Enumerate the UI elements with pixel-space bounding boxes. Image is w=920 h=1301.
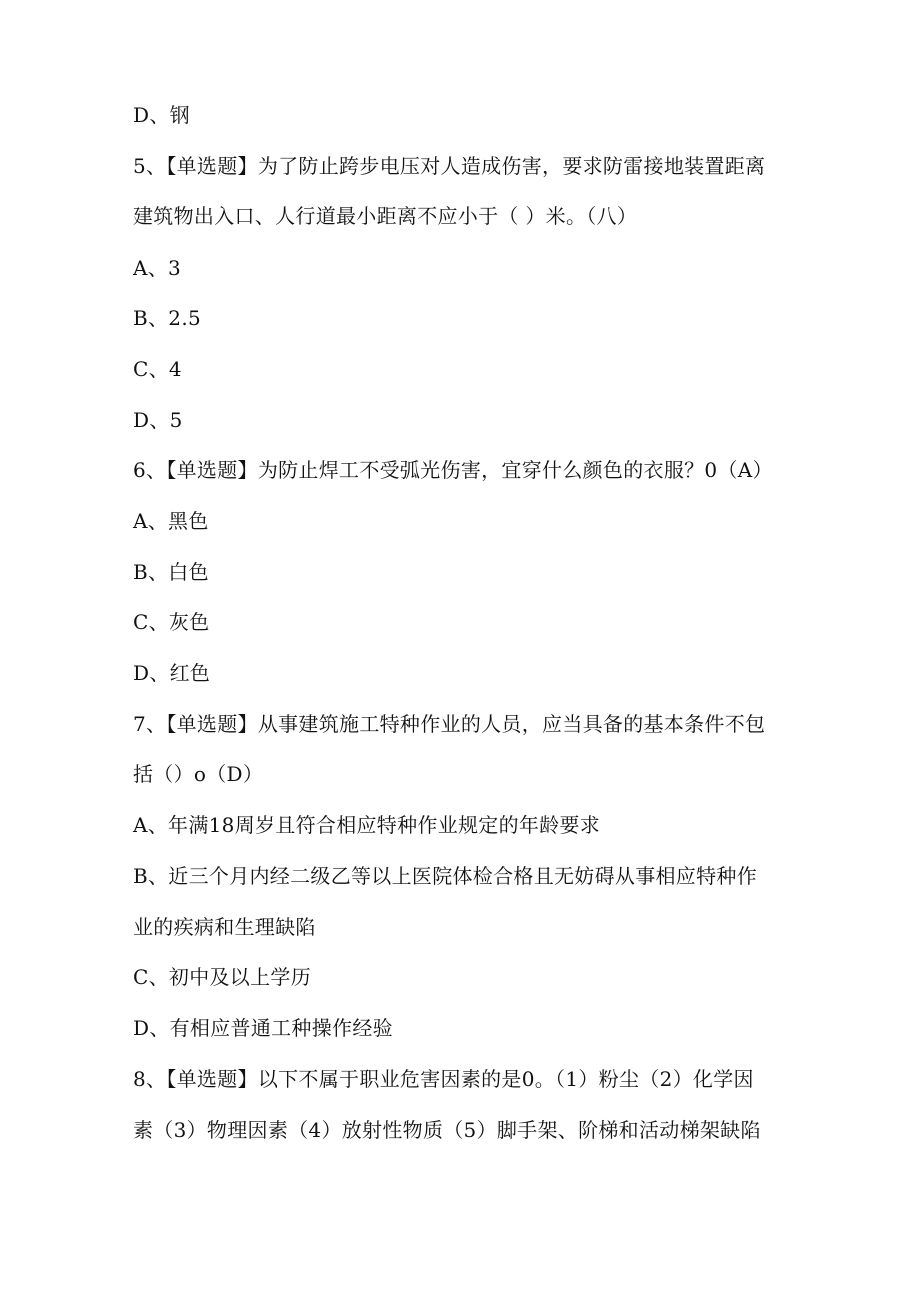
option-d: D、有相应普通工种操作经验: [133, 1016, 393, 1040]
question-8: 8、【单选题】以下不属于职业危害因素的是0。（1）粉尘（2）化学因: [133, 1067, 754, 1091]
option-a: A、年满18周岁且符合相应特种作业规定的年龄要求: [133, 813, 601, 837]
text-line: 括（）o（D）: [133, 762, 264, 786]
option-d: D、红色: [133, 661, 211, 685]
option-a: A、3: [133, 256, 182, 280]
option-c: C、灰色: [133, 610, 210, 634]
question-7: 7、【单选题】从事建筑施工特种作业的人员，应当具备的基本条件不包: [133, 712, 766, 736]
text-line: 建筑物出入口、人行道最小距离不应小于（ ）米。（八）: [133, 204, 638, 228]
option-a: A、黑色: [133, 509, 209, 533]
text-line: 业的疾病和生理缺陷: [133, 915, 316, 939]
option-c: C、4: [133, 357, 182, 381]
text-line: 素（3）物理因素（4）放射性物质（5）脚手架、阶梯和活动梯架缺陷: [133, 1118, 761, 1142]
question-5: 5、【单选题】为了防止跨步电压对人造成伤害，要求防雷接地装置距离: [133, 154, 766, 178]
option-d: D、5: [133, 408, 183, 432]
text-line: D、钢: [133, 103, 190, 127]
option-c: C、初中及以上学历: [133, 965, 312, 989]
option-b: B、近三个月内经二级乙等以上医院体检合格且无妨碍从事相应特种作: [133, 864, 757, 888]
option-b: B、2.5: [133, 306, 202, 330]
question-6: 6、【单选题】为防止焊工不受弧光伤害，宜穿什么颜色的衣服？0（A）: [133, 458, 773, 482]
option-b: B、白色: [133, 560, 209, 584]
